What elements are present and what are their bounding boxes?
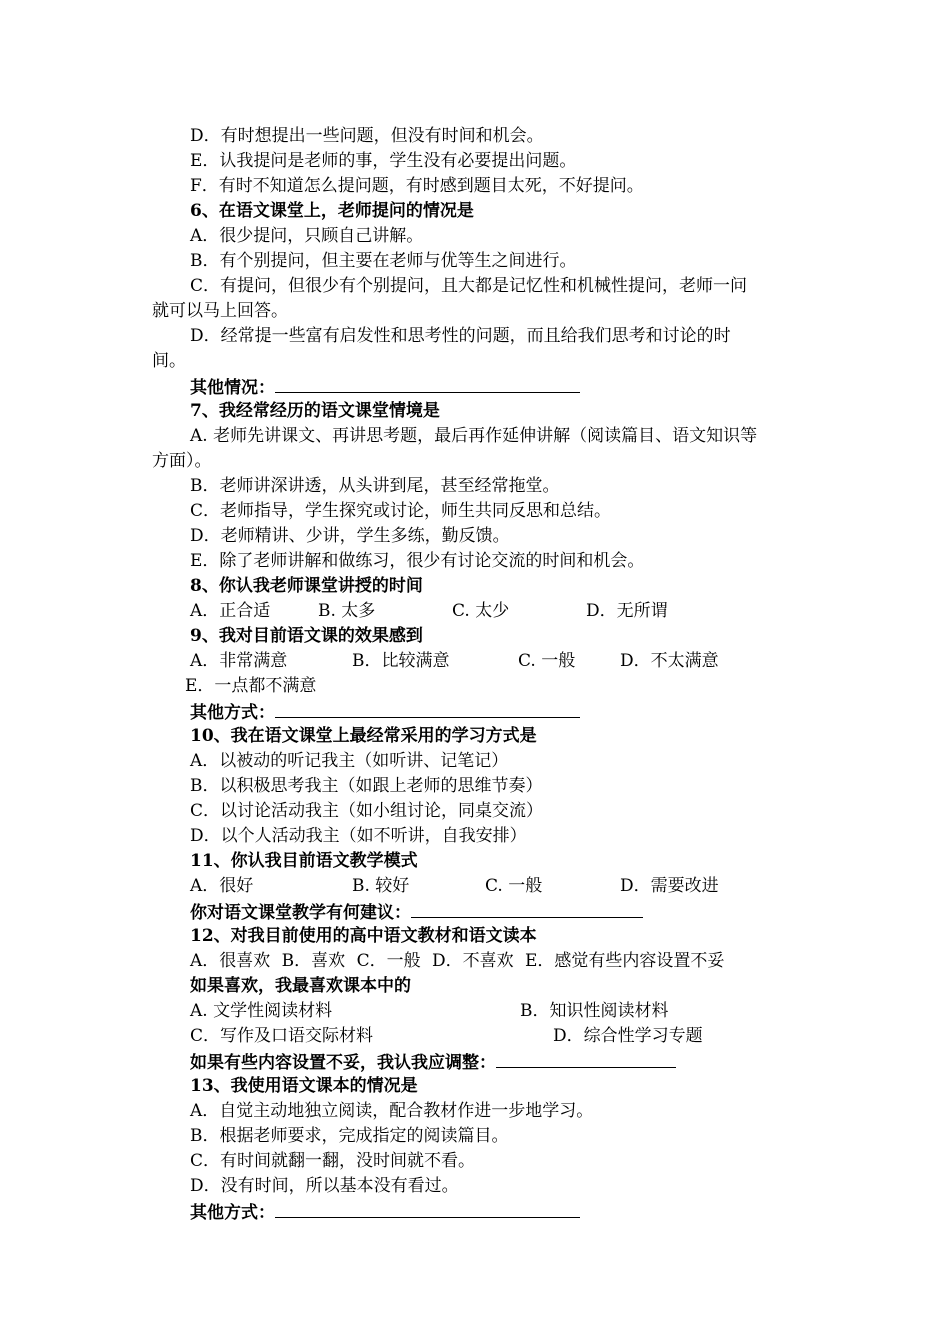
- q10-option-b: B．以积极思考我主（如跟上老师的思维节奏）: [190, 776, 543, 796]
- q8-option-b: B. 太多: [318, 601, 376, 621]
- q6-option-b: B．有个别提问，但主要在老师与优等生之间进行。: [190, 251, 577, 271]
- q10-option-d: D．以个人活动我主（如不听讲，自我安排）: [190, 826, 527, 846]
- q7-option-e: E．除了老师讲解和做练习，很少有讨论交流的时间和机会。: [190, 551, 645, 571]
- q7-option-a: A. 老师先讲课文、再讲思考题，最后再作延伸讲解（阅读篇目、语文知识等: [190, 426, 758, 446]
- q12-sub-title: 如果喜欢，我最喜欢课本中的: [190, 976, 411, 996]
- q6-other-label: 其他情况：: [190, 378, 275, 398]
- q11-option-c: C. 一般: [485, 876, 543, 896]
- q9-option-e: E．一点都不满意: [185, 676, 317, 696]
- q9-option-b: B．比较满意: [352, 651, 450, 671]
- q13-title: 13、我使用语文课本的情况是: [190, 1076, 418, 1096]
- q13-other-label: 其他方式：: [190, 1203, 275, 1223]
- q12-adjust-label: 如果有些内容设置不妥，我认我应调整：: [190, 1053, 496, 1073]
- q11-suggest-row: [190, 899, 643, 925]
- q11-suggest-label: 你对语文课堂教学有何建议：: [190, 903, 411, 923]
- q12-sub-option-b: B．知识性阅读材料: [520, 1001, 669, 1021]
- q8-option-c: C. 太少: [452, 601, 510, 621]
- q13-option-b: B．根据老师要求，完成指定的阅读篇目。: [190, 1126, 509, 1146]
- q8-option-d: D．无所谓: [586, 601, 668, 621]
- q6-option-a: A．很少提问，只顾自己讲解。: [190, 226, 424, 246]
- q9-title: 9、我对目前语文课的效果感到: [190, 626, 423, 646]
- q12-adjust-blank[interactable]: [496, 1049, 676, 1068]
- q5-option-f: F．有时不知道怎么提问题，有时感到题目太死，不好提问。: [190, 176, 644, 196]
- q10-title: 10、我在语文课堂上最经常采用的学习方式是: [190, 726, 537, 746]
- q12-options: A．很喜欢 B．喜欢 C．一般 D．不喜欢 E．感觉有些内容设置不妥: [190, 951, 725, 971]
- q10-option-a: A．以被动的听记我主（如听讲、记笔记）: [190, 751, 509, 771]
- q12-sub-option-d: D．综合性学习专题: [553, 1026, 703, 1046]
- q12-title: 12、对我目前使用的高中语文教材和语文读本: [190, 926, 537, 946]
- q11-suggest-blank[interactable]: [411, 899, 643, 918]
- q12-sub-option-c: C．写作及口语交际材料: [190, 1026, 374, 1046]
- q7-title: 7、我经常经历的语文课堂情境是: [190, 401, 440, 421]
- q13-other-row: [190, 1199, 580, 1225]
- q7-option-d: D．老师精讲、少讲，学生多练，勤反馈。: [190, 526, 510, 546]
- q13-other-blank[interactable]: [275, 1199, 580, 1218]
- q13-option-a: A．自觉主动地独立阅读，配合教材作进一步地学习。: [190, 1101, 594, 1121]
- q6-option-d: D．经常提一些富有启发性和思考性的问题，而且给我们思考和讨论的时: [190, 326, 731, 346]
- q9-option-d: D．不太满意: [620, 651, 719, 671]
- q8-option-a: A．正合适: [190, 601, 271, 621]
- q7-option-c: C．老师指导，学生探究或讨论，师生共同反思和总结。: [190, 501, 612, 521]
- q12-adjust-row: [190, 1049, 676, 1075]
- q9-other-row: [190, 699, 580, 725]
- q9-other-blank[interactable]: [275, 699, 580, 718]
- q13-option-c: C．有时间就翻一翻，没时间就不看。: [190, 1151, 476, 1171]
- q6-option-d-cont: 间。: [152, 351, 186, 371]
- q6-title: 6、在语文课堂上，老师提问的情况是: [190, 201, 474, 221]
- q11-option-d: D．需要改进: [620, 876, 719, 896]
- q11-title: 11、你认我目前语文教学模式: [190, 851, 418, 871]
- q9-other-label: 其他方式：: [190, 703, 275, 723]
- q11-option-b: B. 较好: [352, 876, 410, 896]
- q7-option-a-cont: 方面）。: [152, 451, 212, 471]
- q6-option-c: C．有提问，但很少有个别提问，且大都是记忆性和机械性提问，老师一问: [190, 276, 748, 296]
- q6-other-blank[interactable]: [275, 374, 580, 393]
- q7-option-b: B．老师讲深讲透，从头讲到尾，甚至经常拖堂。: [190, 476, 560, 496]
- q13-option-d: D．没有时间，所以基本没有看过。: [190, 1176, 459, 1196]
- q9-option-c: C. 一般: [518, 651, 576, 671]
- q5-option-d: D．有时想提出一些问题，但没有时间和机会。: [190, 126, 544, 146]
- q8-title: 8、你认我老师课堂讲授的时间: [190, 576, 423, 596]
- q5-option-e: E．认我提问是老师的事，学生没有必要提出问题。: [190, 151, 577, 171]
- q6-other-row: [190, 374, 580, 400]
- q11-option-a: A．很好: [190, 876, 254, 896]
- q6-option-c-cont: 就可以马上回答。: [152, 301, 288, 321]
- q12-sub-option-a: A. 文学性阅读材料: [190, 1001, 333, 1021]
- q9-option-a: A．非常满意: [190, 651, 288, 671]
- q10-option-c: C．以讨论活动我主（如小组讨论，同桌交流）: [190, 801, 544, 821]
